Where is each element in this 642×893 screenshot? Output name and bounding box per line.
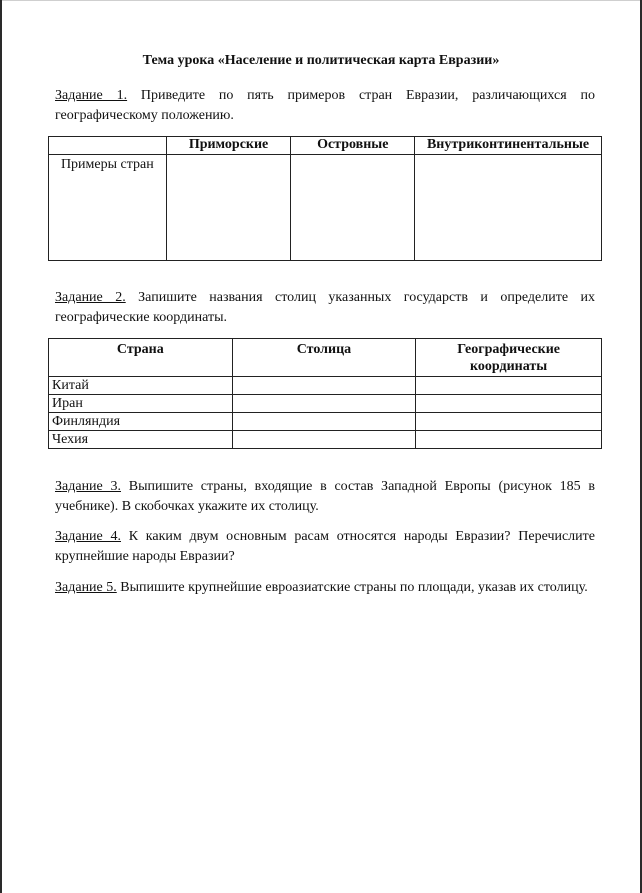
page-title: Тема урока «Население и политическая карта Евразии» [142, 53, 500, 68]
country-cell: Чехия [49, 431, 233, 449]
task-2-label: Задание 2. [55, 290, 126, 305]
table-row [49, 395, 602, 413]
capital-cell[interactable] [232, 377, 416, 395]
country-cell: Китай [49, 377, 233, 395]
task-4-label: Задание 4. [55, 529, 121, 544]
task-3-text: Выпишите страны, входящие в состав Западной Европы (рисунок 185 в учебнике). В скобочках укажите их столицу. [55, 479, 595, 514]
task-1-text: Приведите по пять примеров стран Евразии, различающихся по географическому положению. [55, 88, 595, 123]
table-header-empty [49, 137, 167, 155]
task-4-text: К каким двум основным расам относятся народы Евразии? Перечислите крупнейшие народы Евразии? [55, 529, 595, 564]
coordinates-cell[interactable] [416, 395, 602, 413]
answer-cell-island[interactable] [291, 155, 415, 261]
coordinates-cell[interactable] [416, 413, 602, 431]
capital-cell[interactable] [232, 431, 416, 449]
task-2 [55, 288, 595, 328]
table-header-inland: Внутриконтинентальные [415, 137, 602, 155]
country-cell: Иран [49, 395, 233, 413]
table-header-coastal: Приморские [166, 137, 291, 155]
task-5-label: Задание 5. [55, 580, 117, 595]
table-row-label: Примеры стран [49, 155, 167, 261]
task-1 [55, 86, 595, 126]
answer-cell-coastal[interactable] [166, 155, 291, 261]
task-4 [55, 527, 595, 567]
page-left-edge [0, 0, 2, 893]
table-row [49, 155, 602, 261]
table-row [49, 377, 602, 395]
capital-cell[interactable] [232, 413, 416, 431]
coordinates-cell[interactable] [416, 377, 602, 395]
task-5 [55, 578, 595, 598]
answer-cell-inland[interactable] [415, 155, 602, 261]
coordinates-cell[interactable] [416, 431, 602, 449]
task-2-table [48, 338, 602, 449]
task-5-text: Выпишите крупнейшие евроазиатские страны по площади, указав их столицу. [116, 580, 588, 595]
task-3 [55, 477, 595, 517]
table-header-country: Страна [49, 339, 233, 377]
task-1-table [48, 136, 602, 261]
table-header-capital: Столица [232, 339, 416, 377]
task-3-label: Задание 3. [55, 479, 121, 494]
capital-cell[interactable] [232, 395, 416, 413]
table-header-coordinates: Географические координаты [416, 339, 602, 377]
table-row [49, 413, 602, 431]
task-1-label: Задание 1. [55, 88, 128, 103]
table-header-island: Островные [291, 137, 415, 155]
table-header-row [49, 137, 602, 155]
task-2-text: Запишите названия столиц указанных государств и определите их географические координаты. [55, 290, 595, 325]
table-row [49, 431, 602, 449]
page-top-edge [0, 0, 642, 1]
country-cell: Финляндия [49, 413, 233, 431]
table-header-row [49, 339, 602, 377]
